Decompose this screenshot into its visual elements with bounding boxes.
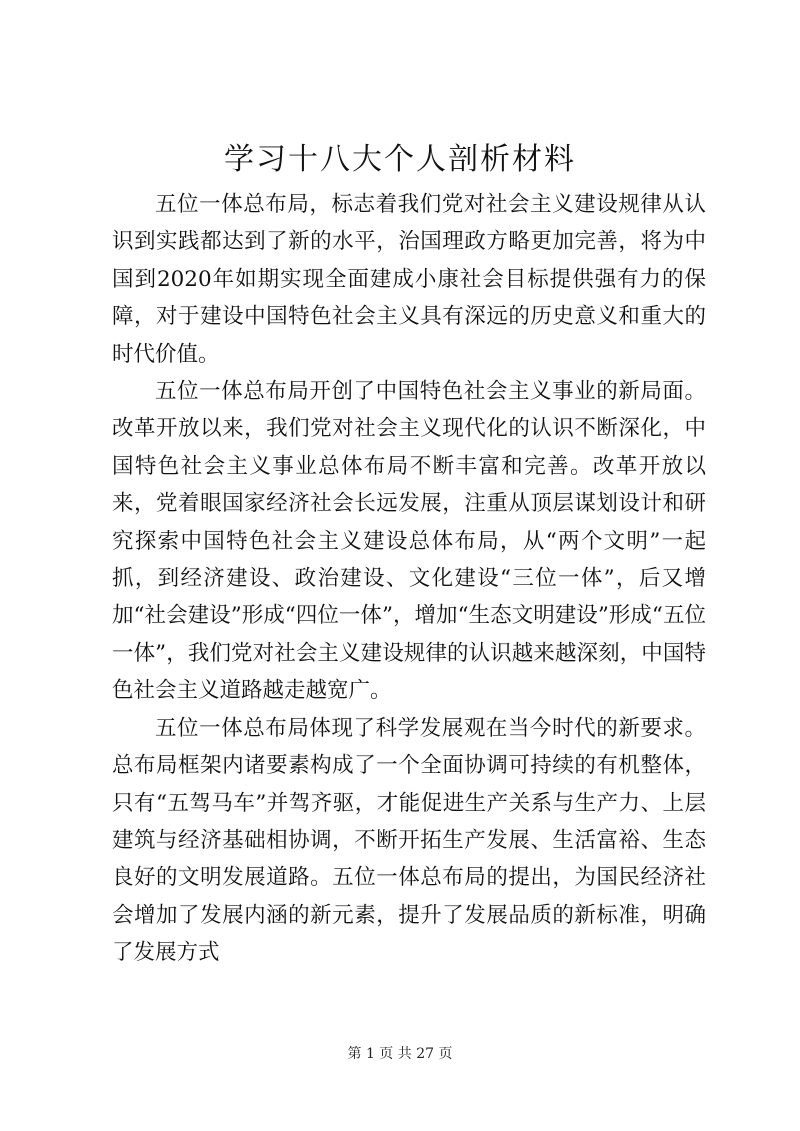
paragraph-2: 五位一体总布局开创了中国特色社会主义事业的新局面。改革开放以来，我们党对社会主义现代化的认识不断深化，中国特色社会主义事业总体布局不断丰富和完善。改革开放以来，党着眼国家经济社会长远发展，注重从顶层谋划设计和研究探索中国特色社会主义建设总体布局，从“两个文明”一起抓，到经济建设、政治建设、文化建设“三位一体”，后又增加“社会建设”形成“四位一体”，增加“生态文明建设”形成“五位一体”，我们党对社会主义建设规律的认识越来越深刻，中国特色社会主义道路越走越宽广。 [112,379,706,704]
page-footer: 第 1 页 共 27 页 [347,1046,453,1062]
document-title: 学习十八大个人剖析材料 [224,142,576,177]
document-body [112,186,706,972]
paragraph-1: 五位一体总布局，标志着我们党对社会主义建设规律从认识到实践都达到了新的水平，治国理政方略更加完善，将为中国到2020年如期实现全面建成小康社会目标提供强有力的保障，对于建设中国特色社会主义具有深远的历史意义和重大的时代价值。 [112,192,706,367]
paragraph-3: 五位一体总布局体现了科学发展观在当今时代的新要求。总布局框架内诸要素构成了一个全面协调可持续的有机整体，只有“五驾马车”并驾齐驱，才能促进生产关系与生产力、上层建筑与经济基础相协调，不断开拓生产发展、生活富裕、生态良好的文明发展道路。五位一体总布局的提出，为国民经济社会增加了发展内涵的新元素，提升了发展品质的新标准，明确了发展方式 [112,715,706,966]
